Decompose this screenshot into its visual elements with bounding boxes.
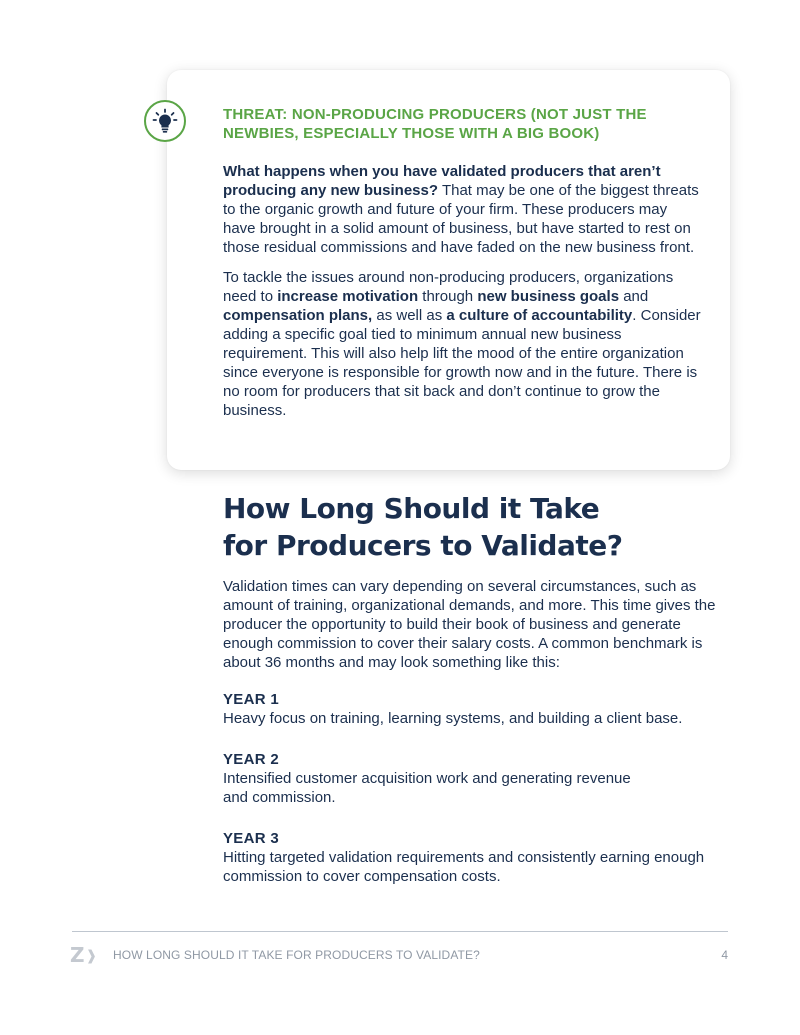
callout-p2-bold: compensation plans, (223, 307, 373, 324)
chevron-right-icon: ❱ (85, 948, 98, 964)
callout-p2-bold: new business goals (477, 288, 620, 305)
year-description: Heavy focus on training, learning systems, and building a client base. (223, 710, 683, 727)
callout-p2-text: through (418, 288, 478, 305)
year-list (223, 690, 718, 908)
callout-p2-bold: a culture of accountability (446, 307, 633, 324)
year-item (223, 750, 718, 807)
callout-p2-text: To tackle the issues around non-producing producers, organizations need to (223, 269, 674, 305)
callout-title: THREAT: NON-PRODUCING PRODUCERS (NOT JUST THE NEWBIES, ESPECIALLY THOSE WITH A BIG BOOK) (223, 106, 647, 142)
year-label: YEAR 1 (223, 691, 279, 708)
callout-paragraph-1 (223, 162, 703, 257)
callout-p2-bold: increase motivation (277, 288, 419, 305)
footer-logo (70, 943, 97, 968)
lightbulb-icon (144, 100, 186, 142)
footer-title: HOW LONG SHOULD IT TAKE FOR PRODUCERS TO VALIDATE? (113, 948, 480, 962)
callout-body (223, 162, 703, 431)
intro-paragraph: Validation times can vary depending on several circumstances, such as amount of training, organizational demands, and more. This time gives the producer the opportunity to build their book of business and generate enough commission to cover their salary costs. A common benchmark is about 36 months and may look something like this: (223, 578, 716, 671)
callout-p2-text: as well as (372, 307, 447, 324)
heading-line-1: How Long Should it Take (223, 492, 600, 525)
year-item (223, 690, 718, 728)
page-number: 4 (721, 948, 728, 962)
year-item (223, 829, 718, 886)
year-description: Intensified customer acquisition work and generating revenue and commission. (223, 770, 631, 806)
logo-letter: Z (70, 943, 85, 967)
callout-p2-text: and (619, 288, 649, 305)
footer-divider (72, 931, 728, 932)
year-label: YEAR 3 (223, 830, 279, 847)
callout-p2-text: . Consider adding a specific goal tied to minimum annual new business requirement. This will also help lift the mood of the entire organization since everyone is responsible for growth now and in the future. There is no room for producers that sit back and don’t continue to grow the business. (223, 307, 701, 419)
callout-paragraph-2 (223, 268, 703, 420)
callout-p1-text: That may be one of the biggest threats to the organic growth and future of your firm. These producers may have brought in a solid amount of business, but have started to rest on those residual commissions and have faded on the new business front. (223, 182, 699, 256)
callout-p1-bold: What happens when you have validated producers that aren’t producing any new business? (223, 163, 661, 199)
section-heading (223, 490, 723, 564)
year-description: Hitting targeted validation requirements and consistently earning enough commission to cover compensation costs. (223, 849, 705, 885)
lightbulb-glyph (152, 108, 178, 134)
heading-line-2: for Producers to Validate? (223, 529, 623, 562)
year-label: YEAR 2 (223, 751, 279, 768)
